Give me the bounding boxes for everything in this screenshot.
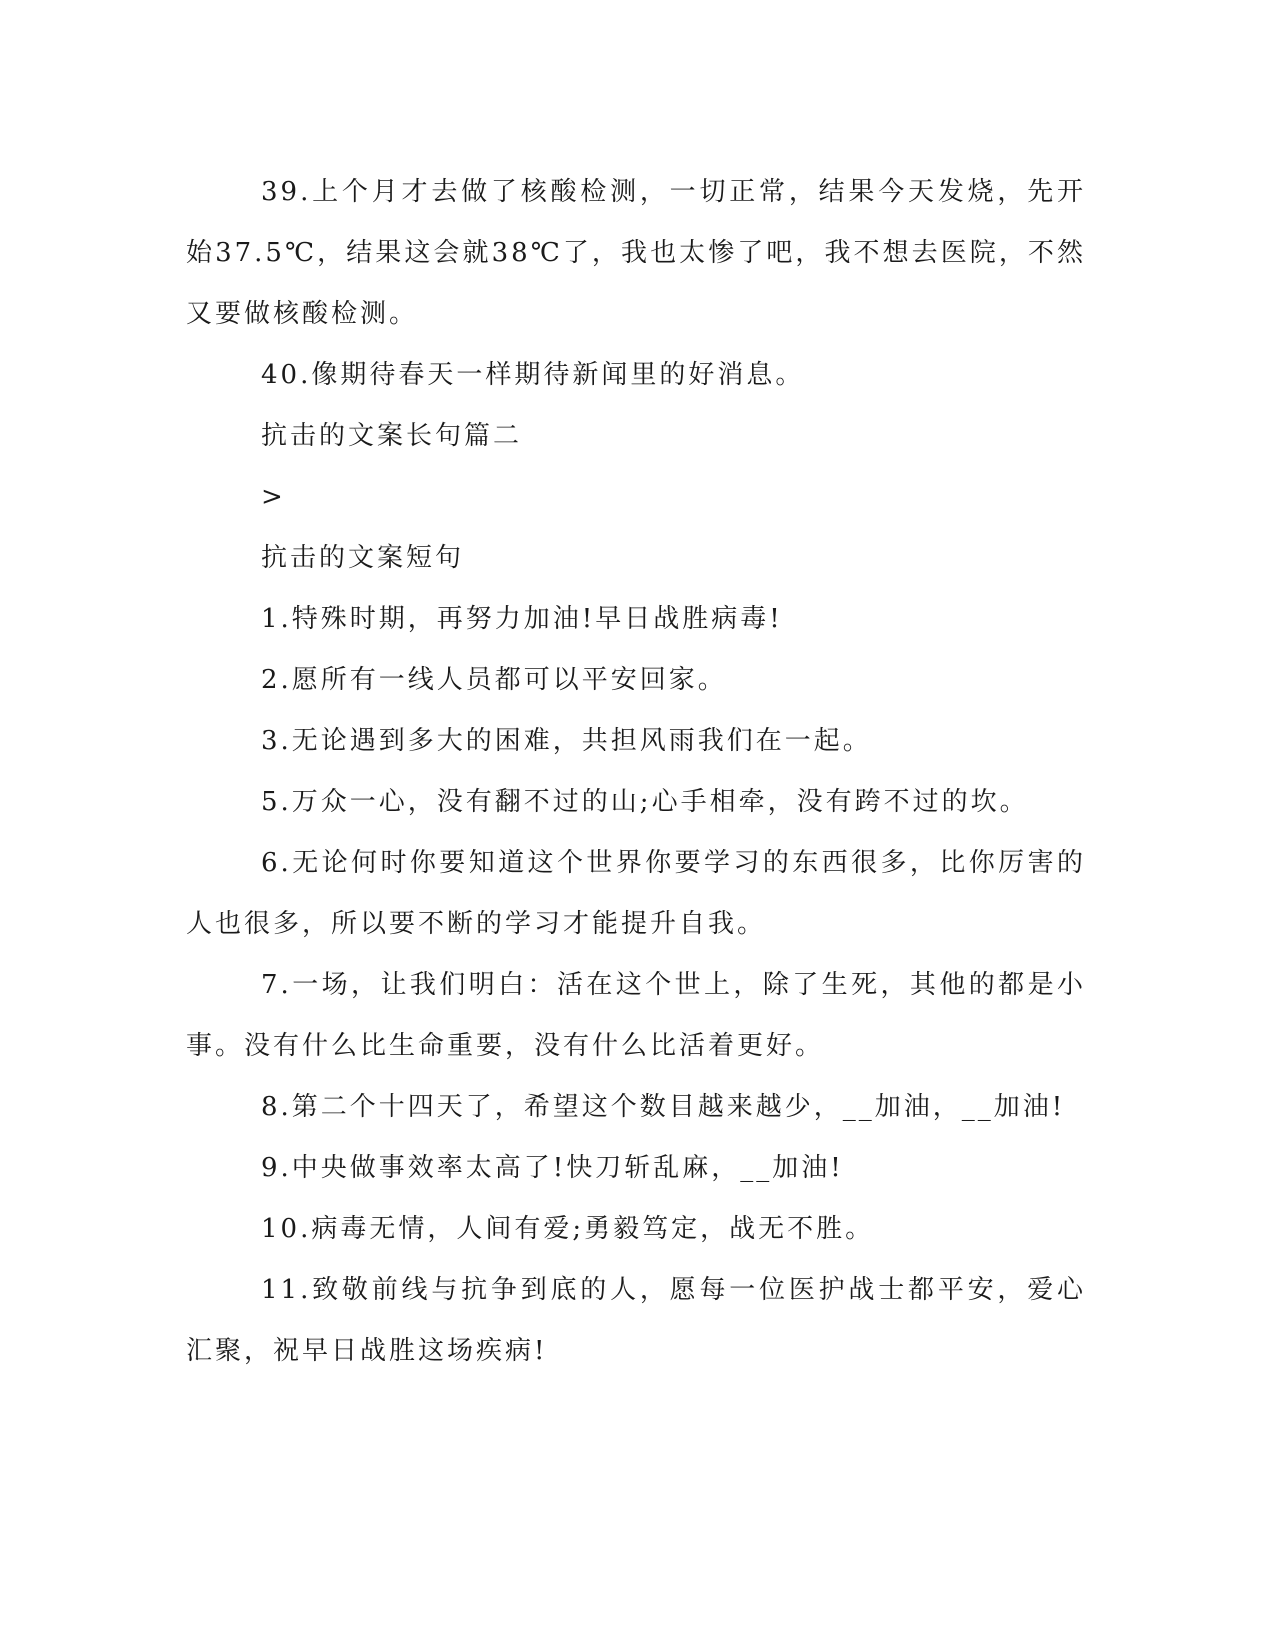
section-heading-short: 抗击的文案短句 <box>261 543 465 573</box>
paragraph-1: 1.特殊时期，再努力加油!早日战胜病毒! <box>261 604 783 634</box>
arrow-marker: > <box>261 482 286 512</box>
paragraph-7: 7.一场，让我们明白：活在这个世上，除了生死，其他的都是小事。没有什么比生命重要，没有什么比活着更好。 <box>186 970 1086 1061</box>
paragraph-9: 9.中央做事效率太高了!快刀斩乱麻，__加油! <box>261 1153 844 1183</box>
paragraph-8: 8.第二个十四天了，希望这个数目越来越少，__加油，__加油! <box>261 1092 1066 1122</box>
paragraph-6: 6.无论何时你要知道这个世界你要学习的东西很多，比你厉害的人也很多，所以要不断的学习才能提升自我。 <box>186 848 1086 939</box>
paragraph-5: 5.万众一心，没有翻不过的山;心手相牵，没有跨不过的坎。 <box>261 787 1029 817</box>
paragraph-39: 39.上个月才去做了核酸检测，一切正常，结果今天发烧，先开始37.5℃，结果这会就38℃了，我也太惨了吧，我不想去医院，不然又要做核酸检测。 <box>186 177 1086 329</box>
paragraph-10: 10.病毒无情，人间有爱;勇毅笃定，战无不胜。 <box>261 1214 875 1244</box>
paragraph-11: 11.致敬前线与抗争到底的人，愿每一位医护战士都平安，爱心汇聚，祝早日战胜这场疾病! <box>186 1275 1086 1366</box>
paragraph-40: 40.像期待春天一样期待新闻里的好消息。 <box>261 360 805 390</box>
paragraph-2: 2.愿所有一线人员都可以平安回家。 <box>261 665 727 695</box>
paragraph-3: 3.无论遇到多大的困难，共担风雨我们在一起。 <box>261 726 872 756</box>
document-body <box>186 162 1086 1382</box>
section-heading-long: 抗击的文案长句篇二 <box>261 421 523 451</box>
